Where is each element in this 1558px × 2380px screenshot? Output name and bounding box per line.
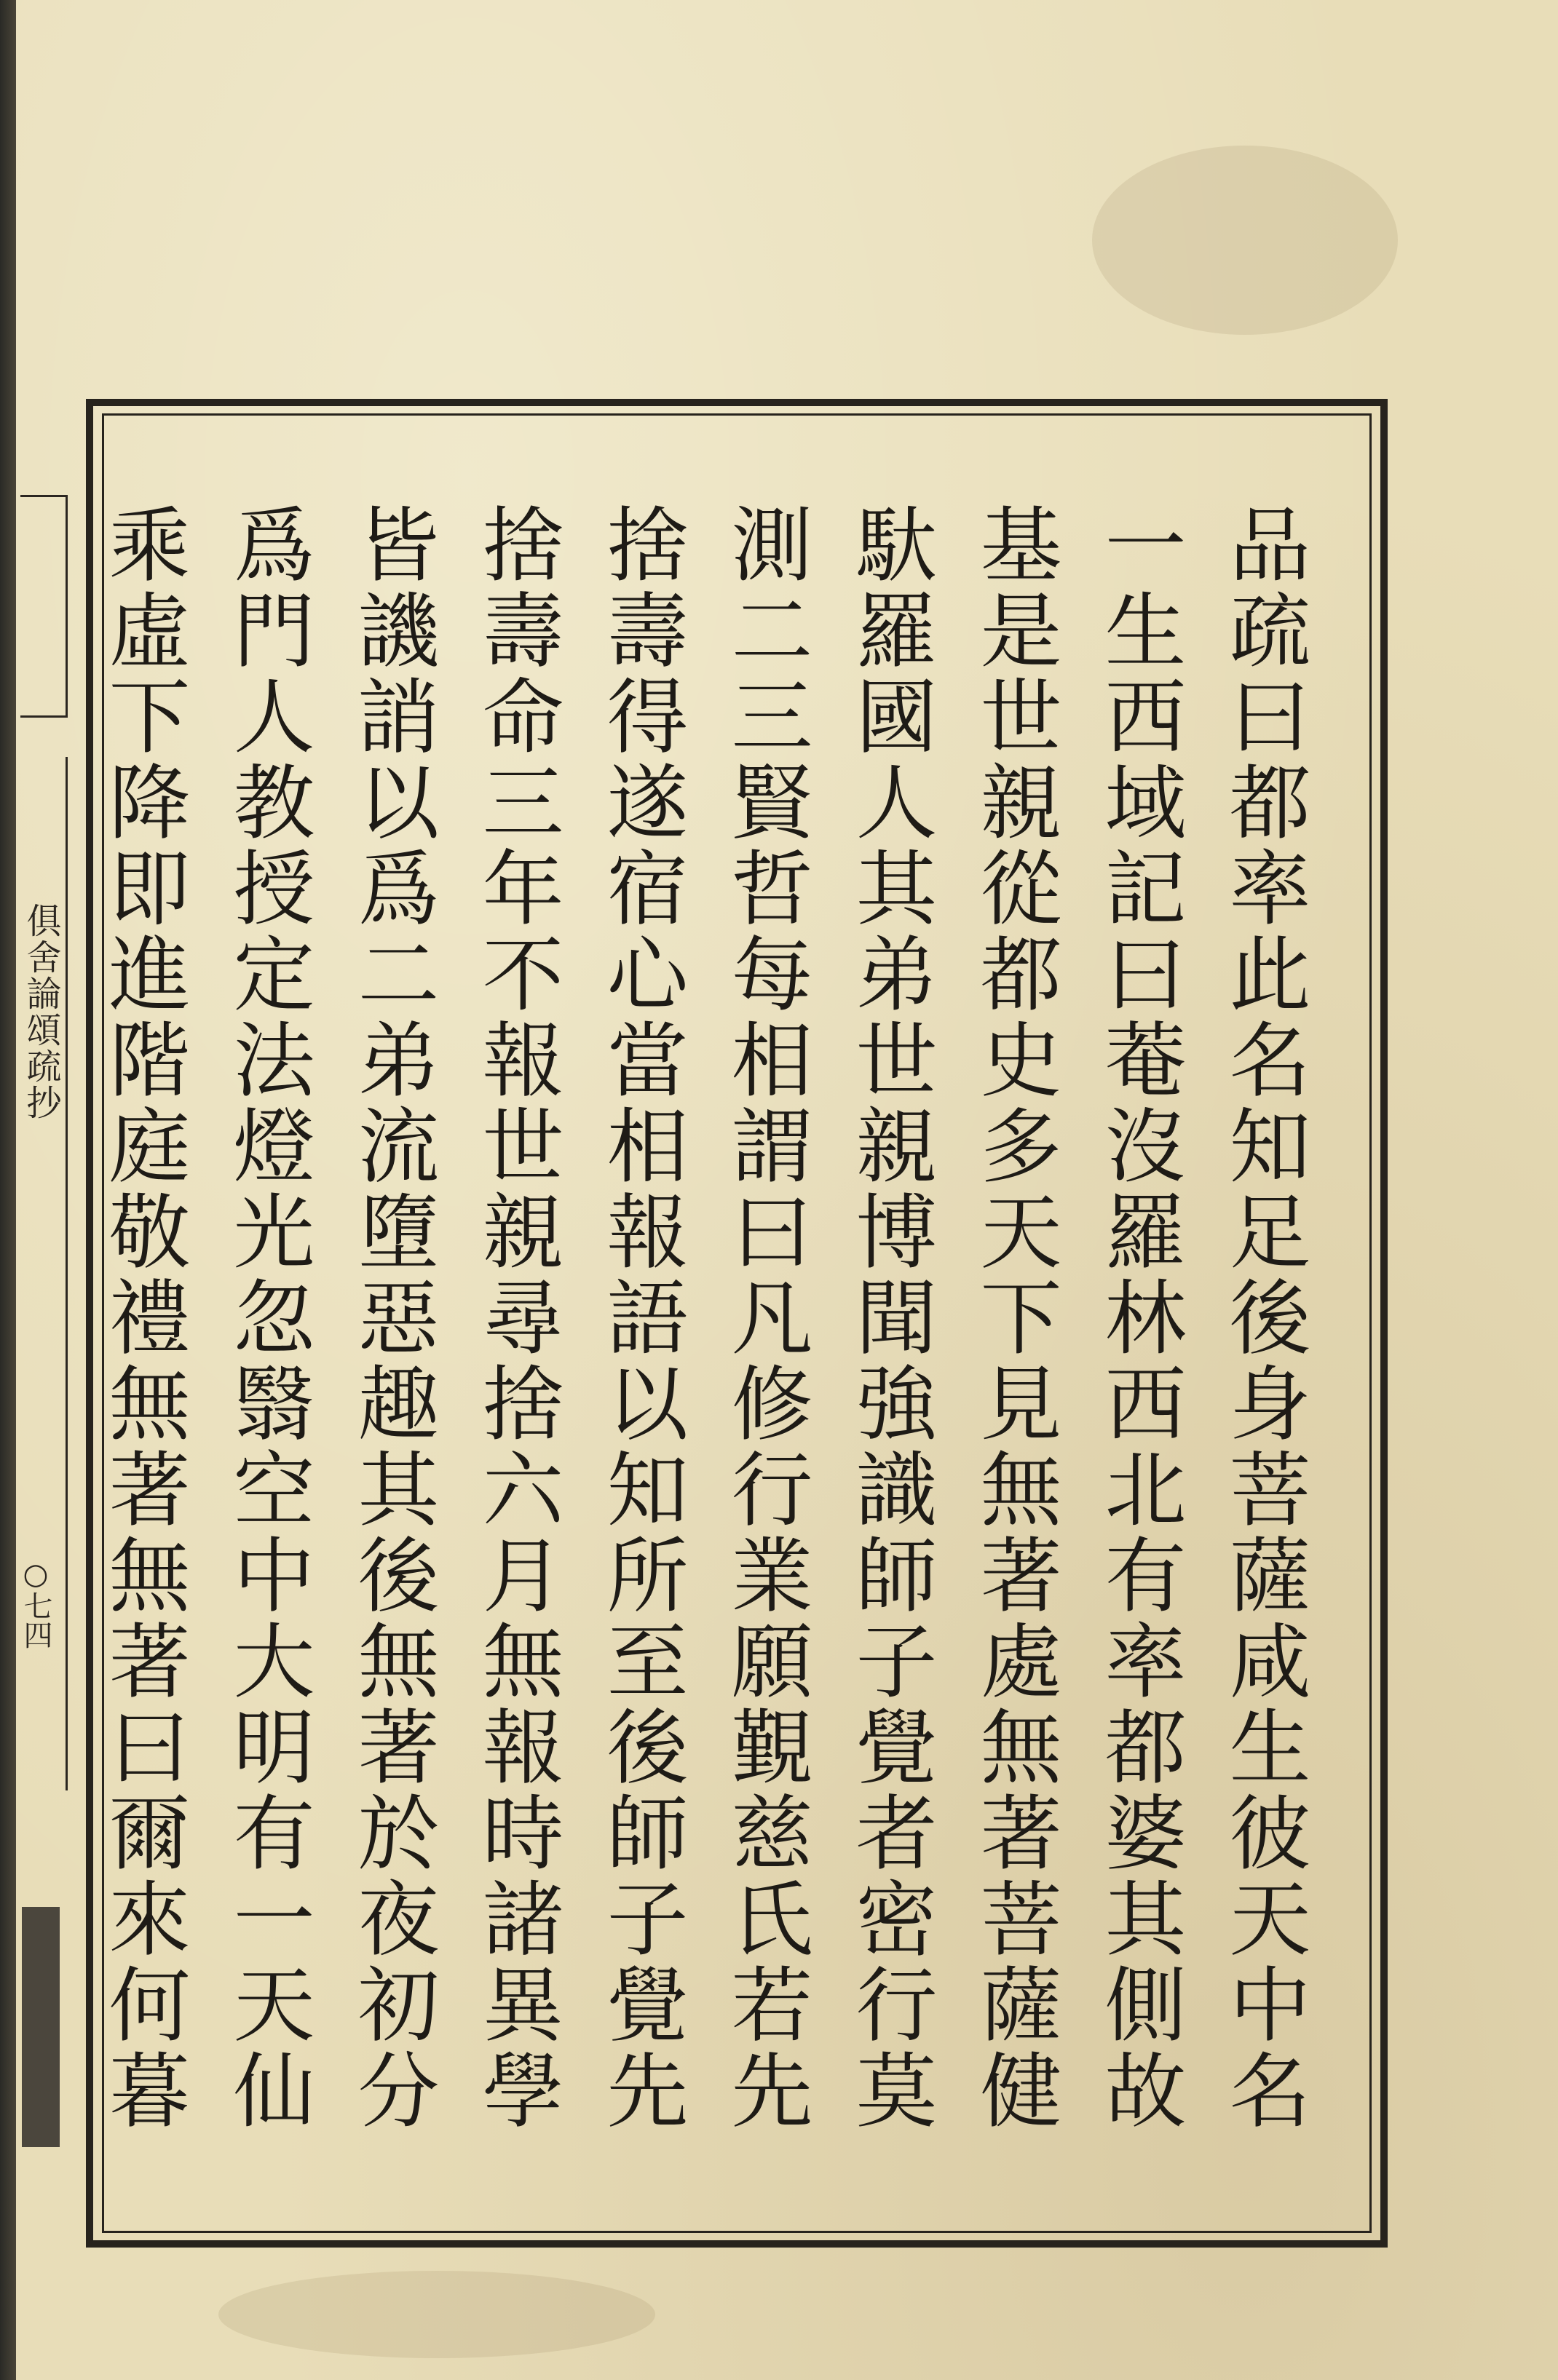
text-column: 測二三賢哲每相謂曰凡修行業願覲慈氏若先 <box>718 502 812 2134</box>
text-column: 乘虛下降即進階庭敬禮無著無著曰爾來何暮 <box>95 502 190 2134</box>
text-column: 捨壽得遂宿心當相報語以知所至後師子覺先 <box>593 502 688 2134</box>
paper-stain <box>218 2271 655 2358</box>
margin-title: 俱舍論頌疏抄 <box>20 903 61 1121</box>
text-column: 爲門人教授定法燈光忽翳空中大明有一天仙 <box>220 502 315 2134</box>
text-column: 品疏曰都率此名知足後身菩薩咸生彼天中名 <box>1216 502 1310 2134</box>
paper-stain <box>1092 146 1398 335</box>
classical-text-body <box>95 502 1325 2198</box>
text-column: 捨壽命三年不報世親尋捨六月無報時諸異學 <box>469 502 564 2134</box>
text-column: 一生西域記曰菴沒羅林西北有率都婆其側故 <box>1091 502 1186 2134</box>
fold-margin-box <box>20 495 68 718</box>
text-column: 基是世親從都史多天下見無著處無著菩薩健 <box>967 502 1061 2134</box>
text-column: 馱羅國人其弟世親博聞強識師子覺者密行莫 <box>842 502 937 2134</box>
book-spine <box>0 0 16 2380</box>
text-column: 皆譏誚以爲二弟流墮惡趣其後無著於夜初分 <box>344 502 439 2134</box>
margin-ink-block <box>22 1907 60 2147</box>
margin-page-number: ○七四 <box>19 1558 52 1649</box>
